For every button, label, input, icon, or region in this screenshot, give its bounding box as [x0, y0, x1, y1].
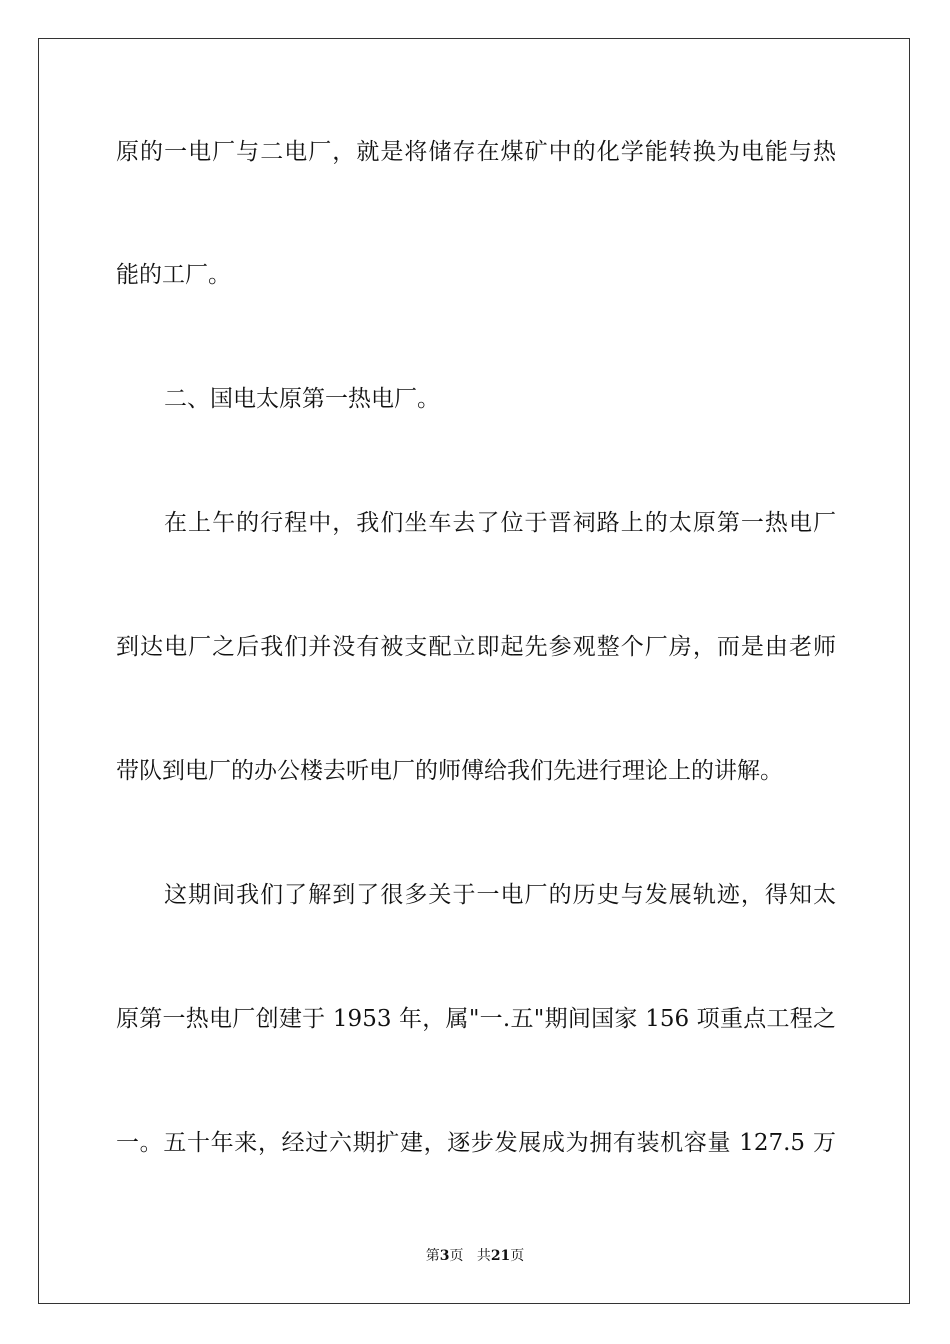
- text-line-8: 原第一热电厂创建于 1953 年，属"一.五"期间国家 156 项重点工程之: [116, 1006, 836, 1032]
- section-heading: 二、国电太原第一热电厂。: [164, 386, 440, 412]
- text-line-4: 在上午的行程中，我们坐车去了位于晋祠路上的太原第一热电厂: [164, 510, 836, 536]
- footer-total-prefix: 共: [476, 1248, 491, 1264]
- page-footer: [0, 1245, 950, 1265]
- footer-total-suffix: 页: [510, 1248, 525, 1264]
- text-line-9: 一。五十年来，经过六期扩建，逐步发展成为拥有装机容量 127.5 万: [116, 1130, 836, 1156]
- footer-page-prefix: 第: [425, 1248, 440, 1264]
- text-line-7: 这期间我们了解到了很多关于一电厂的历史与发展轨迹，得知太: [164, 882, 836, 908]
- footer-page-suffix: 页: [449, 1248, 464, 1264]
- text-line-1: 原的一电厂与二电厂，就是将储存在煤矿中的化学能转换为电能与热: [116, 139, 836, 165]
- text-line-6: 带队到电厂的办公楼去听电厂的师傅给我们先进行理论上的讲解。: [116, 758, 783, 784]
- footer-page-number: 3: [439, 1248, 450, 1264]
- text-line-2: 能的工厂。: [116, 262, 231, 288]
- footer-total-pages: 21: [490, 1248, 511, 1264]
- page-border: [38, 38, 910, 1304]
- text-line-5: 到达电厂之后我们并没有被支配立即起先参观整个厂房，而是由老师: [116, 634, 836, 660]
